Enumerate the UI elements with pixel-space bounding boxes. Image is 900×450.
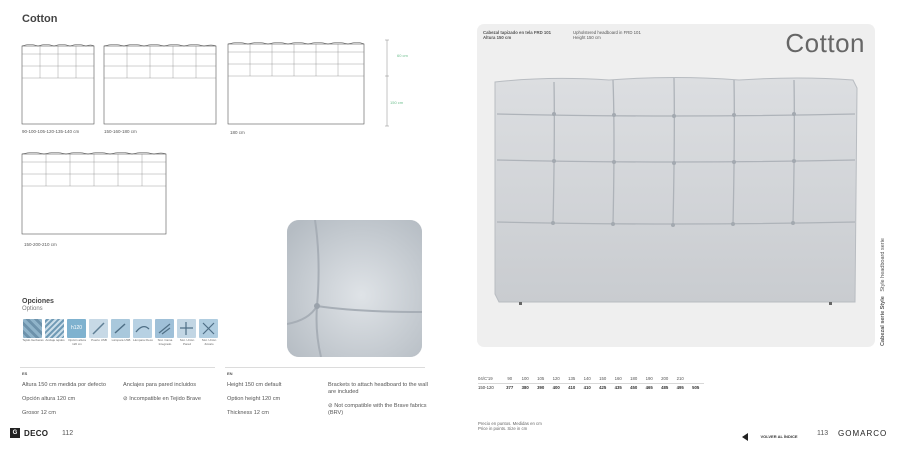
price-header-row: 04/C'19 90 100 105 120 135 140 150 160 180 190 200 210	[478, 375, 684, 381]
spec-es-option: Opción altura 120 cm	[22, 396, 76, 402]
detail-photo	[287, 220, 422, 357]
headboard-sketch-2	[102, 42, 220, 126]
spec-en-incompatible: ⊘ Not compatible with the Brave fabrics (BRV)	[328, 403, 427, 416]
spec-es-anchors: Anclajes para pared incluidos	[123, 382, 197, 388]
product-panel	[477, 24, 875, 347]
dimension-label-150: 150 cm	[390, 100, 404, 105]
price-table	[478, 374, 704, 392]
spec-en-option: Option height 120 cm	[227, 396, 281, 402]
lamp-icon	[111, 319, 130, 338]
series-vertical-label: Cabezal serie Style Style headboard serie	[880, 238, 886, 346]
back-to-index-button[interactable]: VOLVER AL ÍNDICE	[742, 428, 798, 438]
deco-logo: G	[10, 428, 20, 438]
usb-icon	[89, 319, 108, 338]
option-flexo-lamp[interactable]: Lámpara Flexo	[133, 319, 154, 343]
sketch-label: 180 cm	[230, 130, 245, 135]
dimension-label-60: 60 cm	[397, 53, 408, 58]
option-fabric-anchor[interactable]: Anclaje tejidos	[45, 319, 66, 343]
fabric-swatch-icon	[45, 319, 64, 338]
headboard-sketch-3	[226, 40, 368, 128]
lang-en: EN	[227, 371, 233, 376]
brand-gomarco: GOMARCO	[838, 429, 888, 438]
page-title: Cotton	[22, 13, 58, 25]
brand-deco: DECO	[24, 429, 49, 438]
options-row	[23, 319, 223, 361]
spec-en-height: Height 150 cm default	[227, 382, 282, 388]
option-wall-union[interactable]: Sist. Unión Pared	[177, 319, 198, 346]
back-arrow-icon	[742, 433, 748, 441]
option-skirting-union[interactable]: Sist. Unión Zócalo	[199, 319, 220, 346]
spec-es-incompatible: ⊘ Incompatible en Tejido Brave	[123, 396, 201, 402]
fabric-swatch-icon	[23, 319, 42, 338]
spec-es-thickness: Grosor 12 cm	[22, 410, 56, 416]
dimension-line	[384, 38, 390, 128]
flexo-lamp-icon	[133, 319, 152, 338]
sketch-label: 150-200-210 cm	[24, 242, 57, 247]
headboard-sketch-1	[20, 42, 96, 126]
height-icon: h120	[67, 319, 86, 338]
options-title: Opciones	[22, 298, 54, 305]
option-height-120[interactable]: h120 Opción altura 120 cm	[67, 319, 88, 346]
sketch-label: 150-160-180 cm	[104, 129, 137, 134]
spec-en-brackets: Brackets to attach headboard to the wall are included	[328, 382, 428, 395]
options-subtitle: Options	[22, 306, 43, 312]
option-usb-lamp[interactable]: Lámpara USB	[111, 319, 132, 343]
headboard-sketch-4	[20, 150, 170, 238]
divider	[225, 367, 425, 368]
spec-en-thickness: Thickness 12 cm	[227, 410, 269, 416]
headboard-image	[489, 74, 861, 334]
panel-desc-es: Cabezal tapizado en tela FRD 101 Altura 150 cm	[483, 30, 552, 41]
option-fabric[interactable]: Tejido Gerberas	[23, 319, 44, 343]
sketch-label: 90-100-105-120-135-140 cm	[22, 129, 80, 134]
product-name: Cotton	[785, 28, 865, 58]
price-note: Precio en puntos. Medidas en cm Price in points. Size in cm	[478, 421, 542, 432]
skirting-icon	[199, 319, 218, 338]
option-usb[interactable]: Puerto USB	[89, 319, 110, 343]
divider	[20, 367, 215, 368]
panel-desc-en: Upholstered headboard in FRD 101 Height 150 cm	[573, 30, 641, 41]
lang-es: ES	[22, 371, 28, 376]
page-number-left: 112	[62, 430, 74, 437]
price-values-row: 150-120 377 380 390 400 410 410 425 435 450 465 485 495 505	[478, 383, 704, 392]
option-bed-system[interactable]: Sist. Cama Integrado	[155, 319, 176, 346]
page-number-right: 113	[817, 430, 829, 437]
wall-union-icon	[177, 319, 196, 338]
spec-es-height: Altura 150 cm medida por defecto	[22, 382, 106, 388]
bed-system-icon	[155, 319, 174, 338]
